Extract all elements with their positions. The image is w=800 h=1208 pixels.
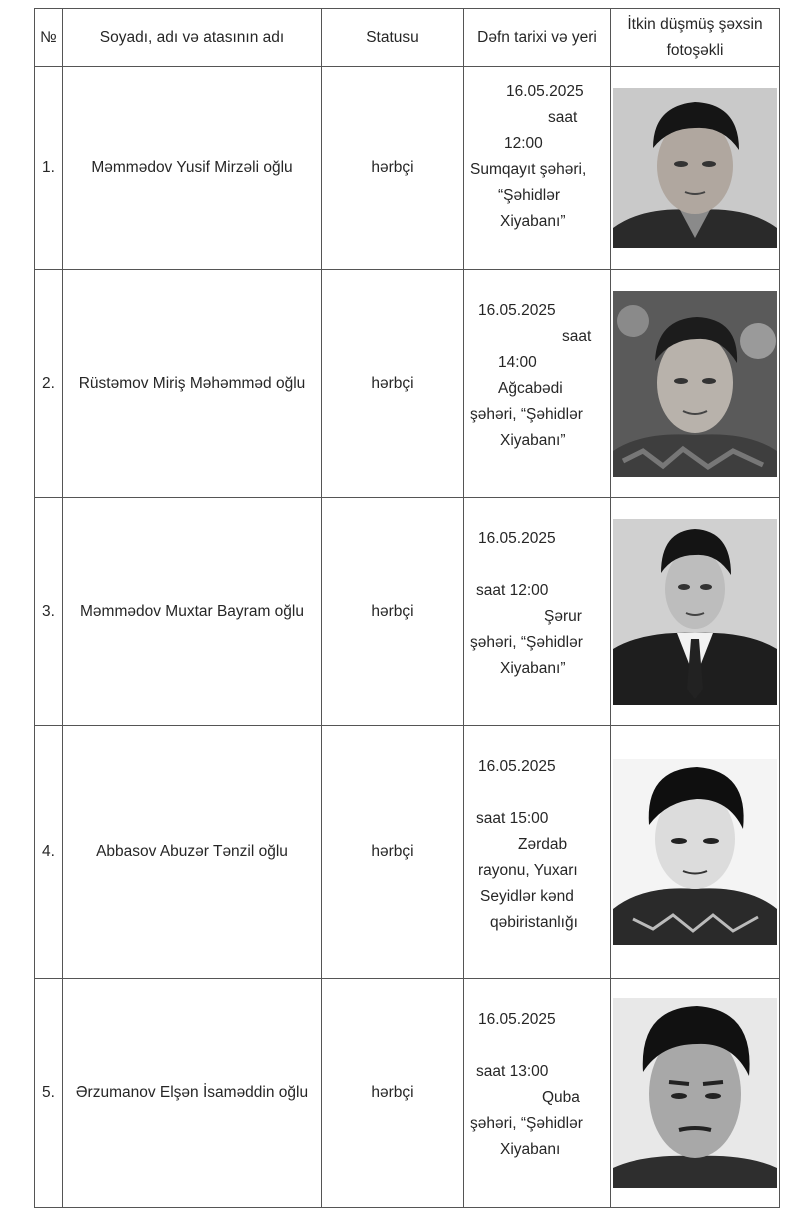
row-number: 2. (35, 270, 63, 498)
row-number: 1. (35, 67, 63, 270)
header-no: № (35, 9, 63, 67)
person-photo-cell (611, 979, 780, 1208)
burial-date: 16.05.2025 (478, 758, 556, 775)
burial-line: Ağcabədi (498, 380, 563, 397)
missing-persons-table (34, 8, 780, 1208)
person-name: Abbasov Abuzər Tənzil oğlu (63, 726, 322, 979)
burial-line: saat 12:00 (476, 582, 549, 599)
burial-line: Xiyabanı” (500, 432, 566, 449)
portrait-photo (613, 88, 777, 248)
person-status: hərbçi (322, 726, 464, 979)
burial-line: Quba (542, 1089, 580, 1106)
person-name: Məmmədov Muxtar Bayram oğlu (63, 498, 322, 726)
burial-info (464, 498, 611, 726)
row-number: 5. (35, 979, 63, 1208)
burial-line: 12:00 (504, 135, 543, 152)
burial-line: Xiyabanı (500, 1141, 561, 1158)
header-burial: Dəfn tarixi və yeri (464, 9, 611, 67)
burial-line: qəbiristanlığı (490, 914, 578, 931)
person-photo-cell (611, 270, 780, 498)
person-name: Ərzumanov Elşən İsaməddin oğlu (63, 979, 322, 1208)
header-name: Soyadı, adı və atasının adı (63, 9, 322, 67)
table-row (35, 67, 780, 270)
burial-date: 16.05.2025 (478, 1011, 556, 1028)
person-status: hərbçi (322, 498, 464, 726)
burial-line: şəhəri, “Şəhidlər (470, 406, 583, 423)
burial-line: “Şəhidlər (498, 187, 561, 204)
burial-line: Zərdab (518, 836, 568, 853)
burial-line: şəhəri, “Şəhidlər (470, 634, 583, 651)
burial-line: saat (562, 328, 592, 345)
burial-line: saat 13:00 (476, 1063, 549, 1080)
burial-info (464, 979, 611, 1208)
burial-info (464, 270, 611, 498)
burial-info (464, 726, 611, 979)
header-status: Statusu (322, 9, 464, 67)
burial-line: saat (548, 109, 578, 126)
burial-line: Seyidlər kənd (480, 888, 574, 905)
portrait-photo (613, 291, 777, 477)
table-row (35, 270, 780, 498)
burial-date: 16.05.2025 (478, 302, 556, 319)
portrait-photo (613, 998, 777, 1188)
person-status: hərbçi (322, 67, 464, 270)
burial-line (468, 1033, 606, 1059)
burial-info (464, 67, 611, 270)
person-name: Rüstəmov Miriş Məhəmməd oğlu (63, 270, 322, 498)
burial-line: rayonu, Yuxarı (478, 862, 578, 879)
person-photo-cell (611, 726, 780, 979)
person-photo-cell (611, 67, 780, 270)
burial-line: Şərur (544, 608, 582, 625)
person-status: hərbçi (322, 979, 464, 1208)
portrait-photo (613, 519, 777, 705)
row-number: 4. (35, 726, 63, 979)
table-row (35, 979, 780, 1208)
portrait-photo (613, 759, 777, 945)
burial-line (468, 780, 606, 806)
burial-line: 14:00 (498, 354, 537, 371)
burial-line (468, 552, 606, 578)
table-row (35, 726, 780, 979)
burial-date: 16.05.2025 (478, 530, 556, 547)
burial-line: Xiyabanı” (500, 213, 566, 230)
burial-line: şəhəri, “Şəhidlər (470, 1115, 583, 1132)
table-row (35, 498, 780, 726)
row-number: 3. (35, 498, 63, 726)
header-photo: İtkin düşmüş şəxsin fotoşəkli (611, 9, 780, 67)
burial-line: saat 15:00 (476, 810, 549, 827)
burial-date: 16.05.2025 (506, 83, 584, 100)
burial-line: Sumqayıt şəhəri, (470, 161, 587, 178)
person-status: hərbçi (322, 270, 464, 498)
person-photo-cell (611, 498, 780, 726)
person-name: Məmmədov Yusif Mirzəli oğlu (63, 67, 322, 270)
burial-line: Xiyabanı” (500, 660, 566, 677)
header-row (35, 9, 780, 67)
